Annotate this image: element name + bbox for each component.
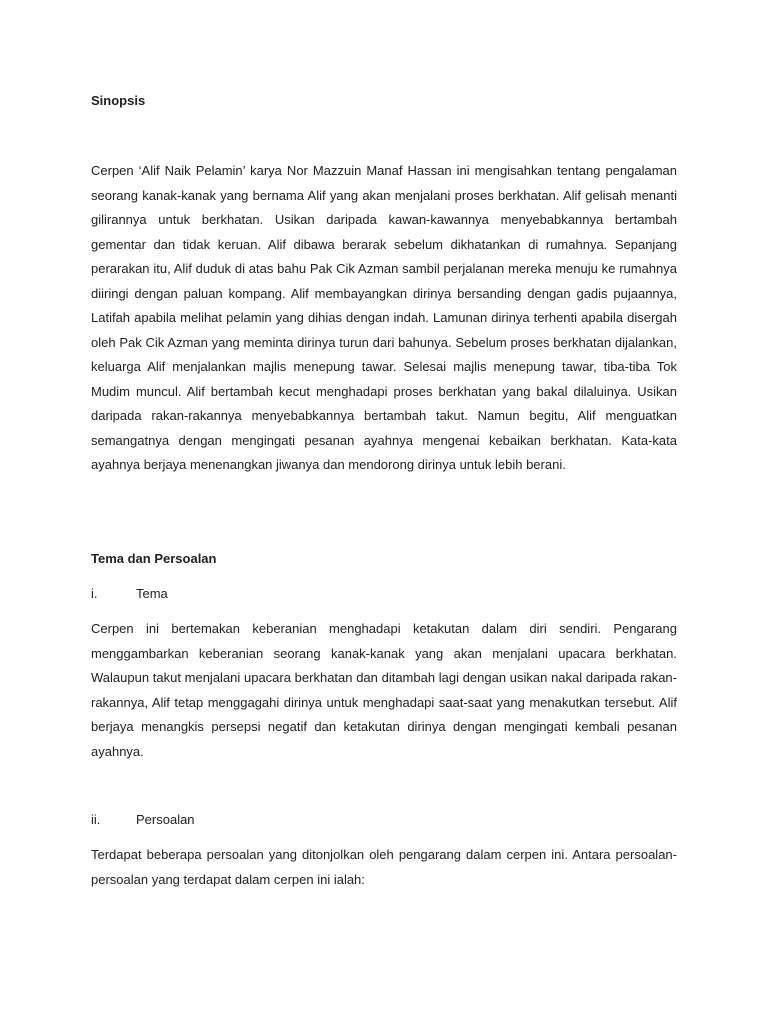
persoalan-paragraph: Terdapat beberapa persoalan yang ditonjolkan oleh pengarang dalam cerpen ini. Antara persoalan-persoalan yang terdapat dalam cerpen ini ialah: bbox=[91, 847, 677, 887]
tema-list-label: Tema bbox=[136, 586, 168, 601]
tema-list-number: i. bbox=[91, 586, 98, 601]
persoalan-list-label: Persoalan bbox=[136, 812, 195, 827]
tema-list-item bbox=[91, 586, 168, 602]
persoalan-list-item bbox=[91, 812, 195, 828]
tema-persoalan-heading: Tema dan Persoalan bbox=[91, 551, 217, 566]
persoalan-list-number: ii. bbox=[91, 812, 101, 827]
sinopsis-paragraph: Cerpen ‘Alif Naik Pelamin’ karya Nor Mazzuin Manaf Hassan ini mengisahkan tentang pengalaman seorang kanak-kanak yang bernama Alif yang akan menjalani proses berkhatan. Alif gelisah menanti gilirannya untuk berkhatan. Usikan daripada kawan-kawannya menyebabkannya bertambah gementar dan tidak keruan. Alif dibawa berarak sebelum dikhatankan di rumahnya. Sepanjang perarakan itu, Alif duduk di atas bahu Pak Cik Azman sambil perjalanan mereka menuju ke rumahnya diiringi dengan paluan kompang. Alif membayangkan dirinya bersanding dengan gadis pujaannya, Latifah apabila melihat pelamin yang dihias dengan indah. Lamunan dirinya terhenti apabila disergah oleh Pak Cik Azman yang meminta dirinya turun dari bahunya. Sebelum proses berkhatan dijalankan, keluarga Alif menjalankan majlis menepung tawar. Selesai majlis menepung tawar, tiba-tiba Tok Mudim muncul. Alif bertambah kecut menghadapi proses berkhatan yang bakal dilaluinya. Usikan daripada rakan-rakannya menyebabkannya bertambah takut. Namun begitu, Alif menguatkan semangatnya dengan mengingati pesanan ayahnya mengenai kebaikan berkhatan. Kata-kata ayahnya berjaya menenangkan jiwanya dan mendorong dirinya untuk lebih berani. bbox=[91, 163, 677, 472]
tema-paragraph: Cerpen ini bertemakan keberanian menghadapi ketakutan dalam diri sendiri. Pengarang menggambarkan keberanian seorang kanak-kanak yang akan menjalani upacara berkhatan. Walaupun takut menjalani upacara berkhatan dan ditambah lagi dengan usikan nakal daripada rakan-rakannya, Alif tetap menggagahi dirinya untuk menghadapi saat-saat yang menakutkan tersebut. Alif berjaya menangkis persepsi negatif dan ketakutan dirinya dengan mengingati kembali pesanan ayahnya. bbox=[91, 621, 677, 759]
sinopsis-heading: Sinopsis bbox=[91, 93, 146, 108]
